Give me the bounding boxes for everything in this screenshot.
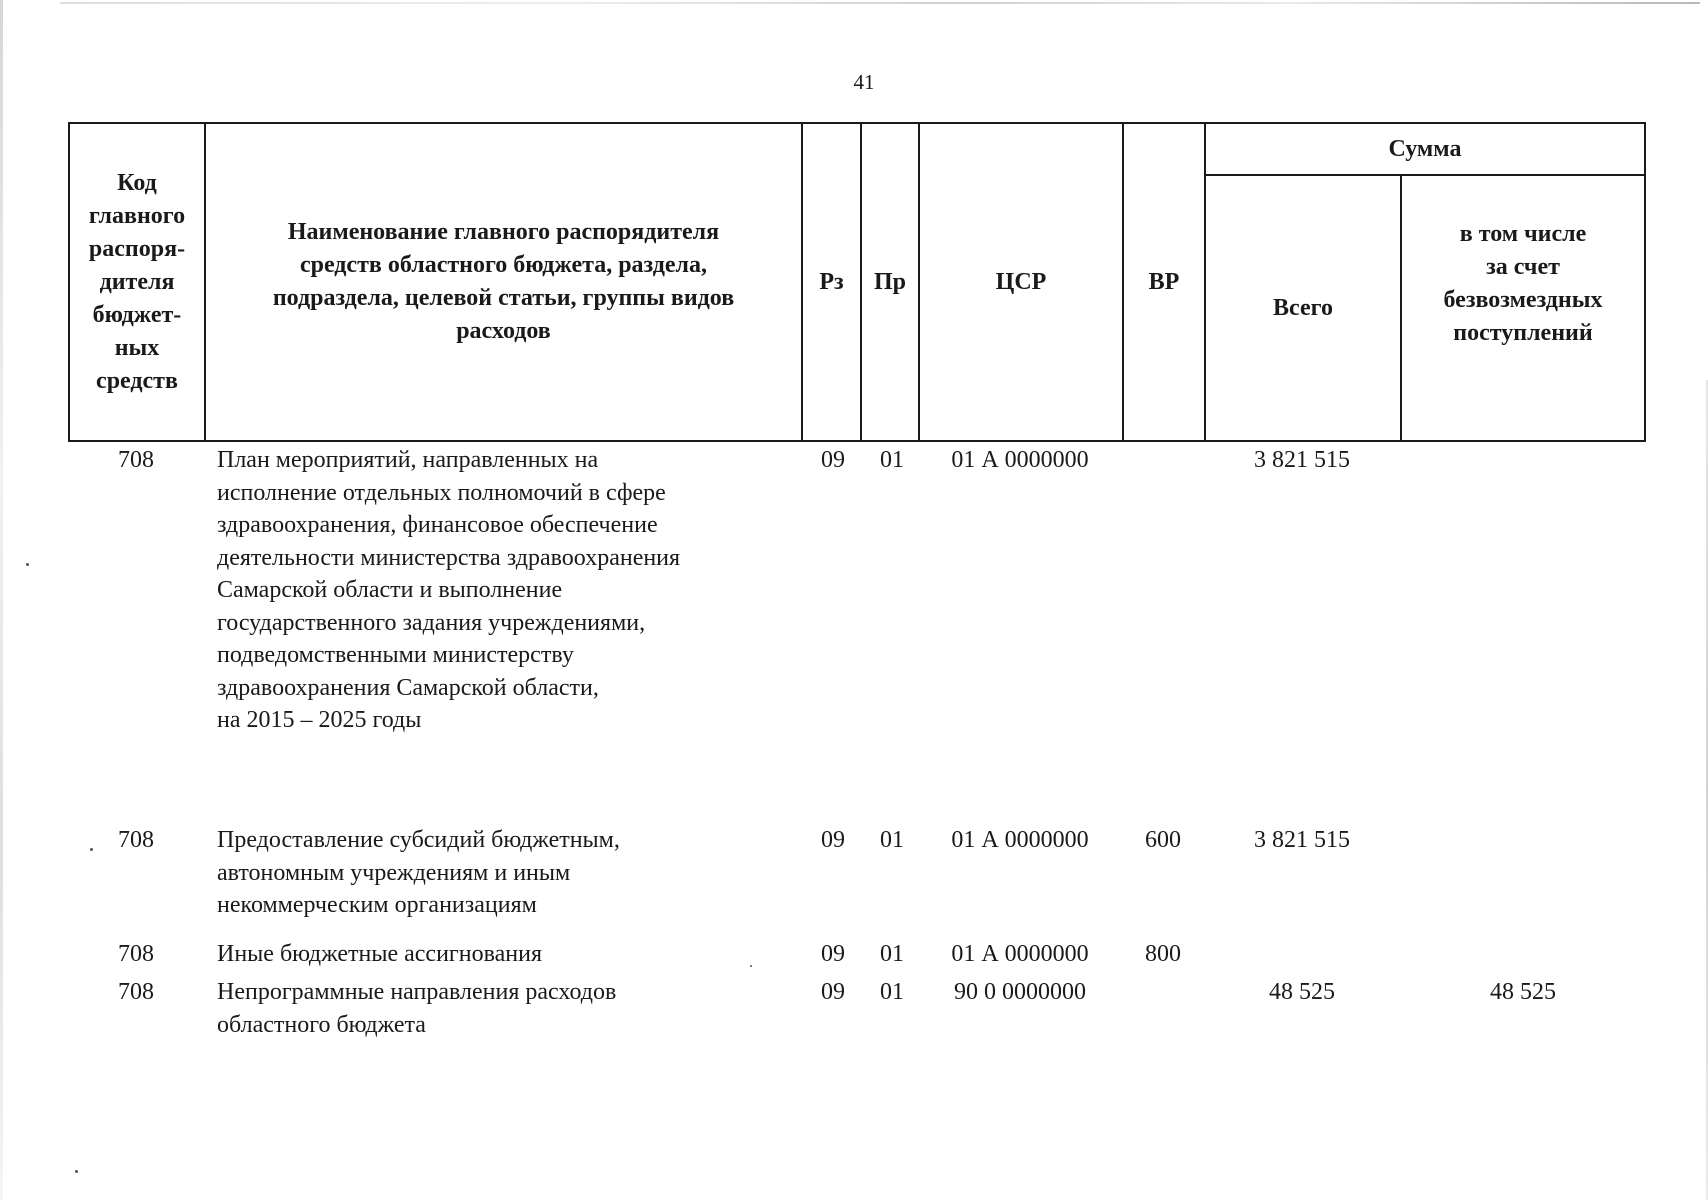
cell-vr: 600 <box>1145 827 1181 853</box>
header-pr: Пр <box>873 268 906 295</box>
cell-total: 3 821 515 <box>1254 447 1350 473</box>
scan-speck <box>75 1170 78 1173</box>
scan-edge-left <box>0 0 3 1200</box>
cell-vr: 800 <box>1145 941 1181 967</box>
header-sum: Сумма <box>1388 135 1462 162</box>
header-free: в том числе за счет безвозмездных поступлений <box>1443 220 1603 346</box>
header-code: Код главного распоря- дителя бюджет- ных средств <box>88 169 186 394</box>
cell-csr: 90 0 0000000 <box>954 979 1086 1005</box>
header-rz: Рз <box>819 268 844 295</box>
cell-csr: 01 А 0000000 <box>951 941 1089 967</box>
table-header <box>68 122 1646 442</box>
cell-code: 708 <box>118 447 154 473</box>
cell-csr: 01 А 0000000 <box>951 447 1089 473</box>
cell-pr: 01 <box>880 941 904 967</box>
cell-rz: 09 <box>821 941 845 967</box>
cell-name: Иные бюджетные ассигнования <box>217 941 542 967</box>
scan-speck <box>750 965 752 967</box>
cell-pr: 01 <box>880 979 904 1005</box>
header-csr: ЦСР <box>995 268 1047 295</box>
cell-total: 48 525 <box>1269 979 1335 1005</box>
cell-name: Предоставление субсидий бюджетным, автономным учреждениям и иным некоммерческим организациям <box>217 827 620 918</box>
scan-speck <box>90 848 93 851</box>
cell-pr: 01 <box>880 827 904 853</box>
cell-code: 708 <box>118 941 154 967</box>
cell-total: 3 821 515 <box>1254 827 1350 853</box>
cell-name: Непрограммные направления расходов областного бюджета <box>217 979 617 1038</box>
cell-rz: 09 <box>821 447 845 473</box>
cell-code: 708 <box>118 979 154 1005</box>
scan-edge-top <box>60 2 1700 4</box>
header-vr: ВР <box>1148 268 1180 295</box>
page-number: 41 <box>853 70 875 94</box>
scan-speck <box>26 563 29 566</box>
cell-rz: 09 <box>821 979 845 1005</box>
cell-csr: 01 А 0000000 <box>951 827 1089 853</box>
header-name: Наименование главного распорядителя средств областного бюджета, раздела, подраздела, целевой статьи, группы видов расходов <box>272 219 735 344</box>
cell-code: 708 <box>118 827 154 853</box>
cell-name: План мероприятий, направленных на исполнение отдельных полномочий в сфере здравоохранения, финансовое обеспечение деятельности министерства здравоохранения Самарской области и выполнение государственного задания учреждениями, подведомственными министерству здравоохранения Самарской области, на 2015 – 2025 годы <box>217 447 681 733</box>
cell-free: 48 525 <box>1490 979 1556 1005</box>
header-total: Всего <box>1273 294 1333 321</box>
cell-rz: 09 <box>821 827 845 853</box>
cell-pr: 01 <box>880 447 904 473</box>
